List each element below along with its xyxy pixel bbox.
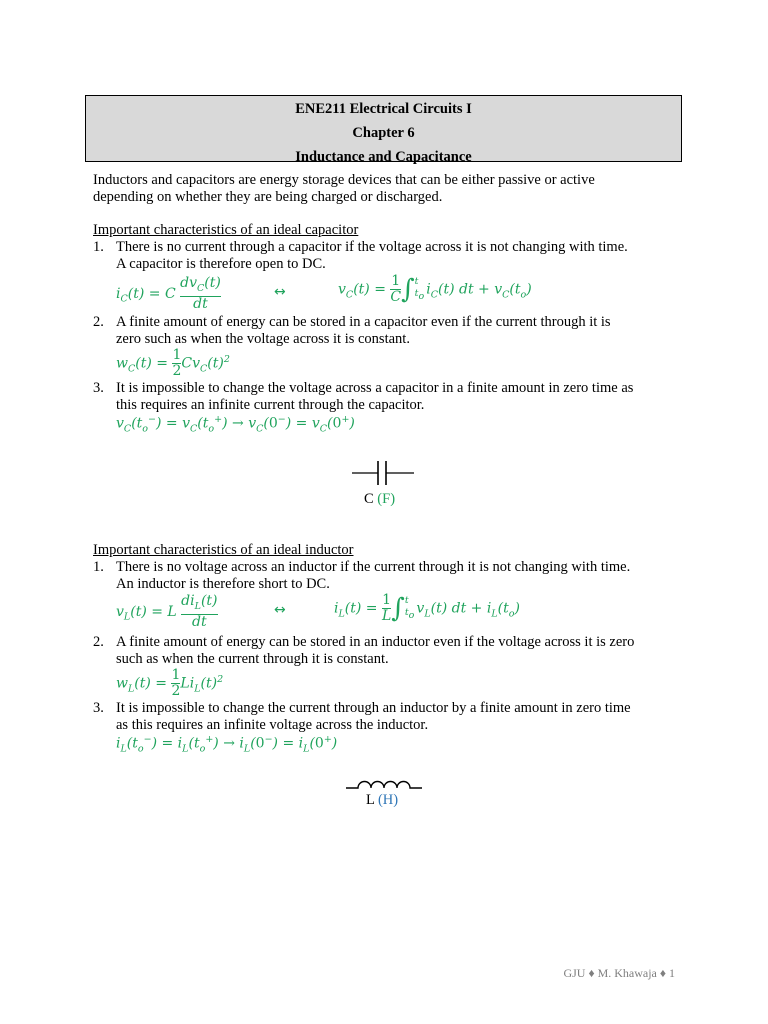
cap-item-3-line-2: this requires an infinite current through the capacitor. <box>116 397 425 413</box>
ind-equivalence-arrow: ↔ <box>274 602 286 618</box>
ind-voltage-equation: $v_L(t) = L$ $\frac{di_L(t)}{dt}$ <box>116 593 218 630</box>
capacitor-symbol <box>350 458 416 488</box>
chapter-title: Chapter 6 <box>352 125 415 141</box>
cap-energy-equation: $w_C(t)$ = $\frac{1}{2}$ $Cv_C(t)^2$ <box>116 347 230 379</box>
ind-item-3-number: 3. <box>93 700 104 716</box>
intro-line-1: Inductors and capacitors are energy storage devices that can be either passive or active <box>93 172 595 188</box>
capacitor-unit: (F) <box>377 491 396 507</box>
ind-item-1-line-1: There is no voltage across an inductor if the current through it is not changing with time. <box>116 559 631 575</box>
topic-title: Inductance and Capacitance <box>295 149 472 165</box>
page-footer: GJU ♦ M. Khawaja ♦ 1 <box>563 966 675 980</box>
capacitor-label <box>364 491 395 508</box>
cap-voltage-equation: $v_C(t)$ = $\frac{1}{C}$ ∫ t $t_o$ $i_C(t)$ dt + $v_C(t_o)$ <box>338 273 532 305</box>
ind-item-2-number: 2. <box>93 634 104 650</box>
title-box <box>85 95 682 165</box>
cap-item-1-number: 1. <box>93 239 104 255</box>
ind-item-2-line-1: A finite amount of energy can be stored in an inductor even if the voltage across it is zero <box>116 634 635 650</box>
cap-item-2-line-2: zero such as when the voltage across it is constant. <box>116 331 410 347</box>
inductor-heading: Important characteristics of an ideal inductor <box>93 542 354 558</box>
ind-energy-equation: $w_L(t)$ = $\frac{1}{2}$ $Li_L(t)^2$ <box>116 667 224 699</box>
ind-item-3-line-1: It is impossible to change the current through an inductor by a finite amount in zero time <box>116 700 631 716</box>
course-title: ENE211 Electrical Circuits I <box>295 101 472 117</box>
cap-equivalence-arrow: ↔ <box>274 284 286 300</box>
cap-item-2-number: 2. <box>93 314 104 330</box>
cap-current-equation: $i_C(t) = C$ $\frac{dv_C(t)}{dt}$ <box>116 275 221 312</box>
ind-item-1-line-2: An inductor is therefore short to DC. <box>116 576 330 592</box>
cap-item-2-line-1: A finite amount of energy can be stored in a capacitor even if the current through it is <box>116 314 611 330</box>
cap-item-3-number: 3. <box>93 380 104 396</box>
cap-item-3-line-1: It is impossible to change the voltage across a capacitor in a finite amount in zero time as <box>116 380 634 396</box>
ind-item-3-line-2: as this requires an infinite voltage across the inductor. <box>116 717 429 733</box>
ind-current-equation: $i_L(t)$ = $\frac{1}{L}$ ∫ t $t_o$ $v_L(t)$ dt + $i_L(t_o)$ <box>334 592 520 624</box>
ind-item-2-line-2: such as when the current through it is constant. <box>116 651 389 667</box>
intro-line-2: depending on whether they are being charged or discharged. <box>93 189 443 205</box>
ind-item-1-number: 1. <box>93 559 104 575</box>
cap-item-1-line-2: A capacitor is therefore open to DC. <box>116 256 326 272</box>
inductor-letter: L <box>366 792 375 808</box>
capacitor-heading: Important characteristics of an ideal capacitor <box>93 222 359 238</box>
cap-item-1-line-1: There is no current through a capacitor if the voltage across it is not changing with time. <box>116 239 628 255</box>
cap-continuity-equation: $v_C(t_o^-) = v_C(t_o^+) \to v_C(0^-) = v_C(0^+)$ <box>116 414 355 435</box>
inductor-unit: (H) <box>377 792 399 808</box>
ind-continuity-equation: $i_L(t_o^-) = i_L(t_o^+) \to i_L(0^-) = i_L(0^+)$ <box>116 734 338 755</box>
capacitor-letter: C <box>364 491 374 507</box>
inductor-label <box>366 792 398 809</box>
